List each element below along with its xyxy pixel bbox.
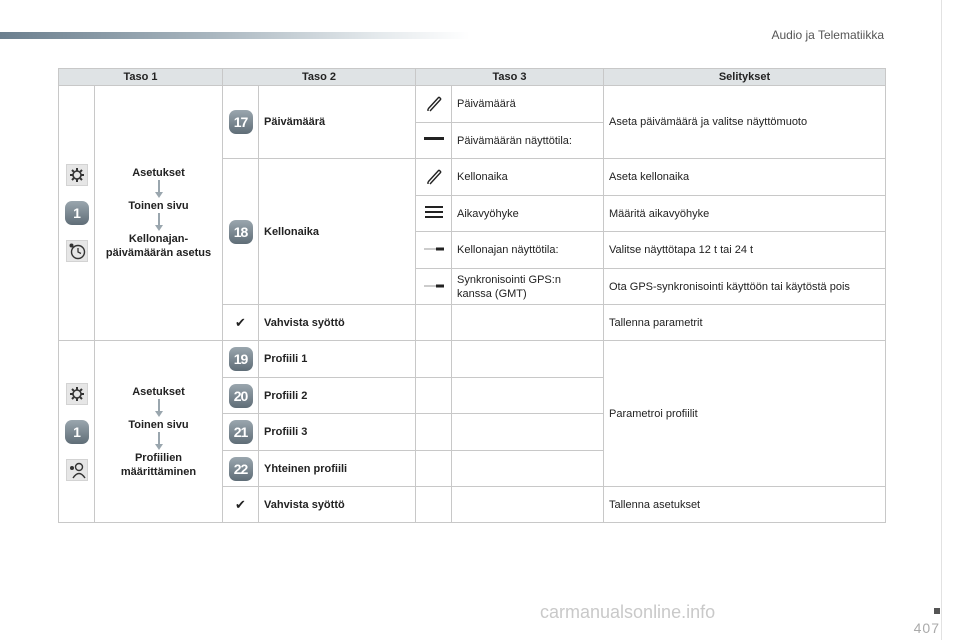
desc-confirm: Tallenna parametrit: [604, 305, 886, 341]
desc-gps-sync: Ota GPS-synkronisointi käyttöön tai käytöstä pois: [604, 269, 886, 305]
item-profile-3: Profiili 3: [259, 414, 416, 451]
item-badge-19: 19: [229, 347, 253, 371]
desc-time-display: Valitse näyttötapa 12 t tai 24 t: [604, 232, 886, 269]
desc-profiles: Parametroi profiilit: [604, 341, 886, 487]
toggle-line-icon: [416, 269, 452, 305]
desc-date: Aseta päivämäärä ja valitse näyttömuoto: [604, 86, 886, 159]
step-badge-1: 1: [65, 420, 89, 444]
item-number-cell: [223, 451, 259, 487]
margin-rule: [941, 0, 942, 640]
empty-cell: [416, 341, 452, 378]
path-step-second-page: Toinen sivu: [128, 200, 189, 212]
empty-cell: [416, 487, 452, 523]
path-step-settings: Asetukset: [132, 167, 185, 179]
item-badge-20: 20: [229, 384, 253, 408]
item-badge-21: 21: [229, 420, 253, 444]
item-profile-1: Profiili 1: [259, 341, 416, 378]
list-icon: [416, 196, 452, 232]
empty-cell: [452, 414, 604, 451]
item-badge-17: 17: [229, 110, 253, 134]
empty-cell: [452, 341, 604, 378]
level3-gps-sync: Synkronisointi GPS:n kanssa (GMT): [452, 269, 604, 305]
item-profile-2: Profiili 2: [259, 378, 416, 414]
desc-time: Aseta kellonaika: [604, 159, 886, 196]
arrow-down-icon: [154, 180, 164, 199]
header-decoration-bar: [0, 32, 470, 39]
table-row: [59, 341, 886, 378]
desc-save-settings: Tallenna asetukset: [604, 487, 886, 523]
header-explanations: Selitykset: [604, 69, 886, 86]
level1-path: [95, 86, 223, 341]
arrow-down-icon: [154, 399, 164, 418]
empty-cell: [416, 378, 452, 414]
watermark: carmanualsonline.info: [540, 602, 716, 622]
clock-settings-icon: [66, 240, 88, 262]
empty-cell: [452, 305, 604, 341]
item-confirm: Vahvista syöttö: [259, 487, 416, 523]
path-step-settings: Asetukset: [132, 385, 185, 398]
settings-gear-icon: [66, 383, 88, 405]
pencil-icon: [416, 86, 452, 123]
path-step-second-page: Toinen sivu: [128, 418, 189, 431]
page-number: 407: [913, 620, 940, 636]
level3-timezone: Aikavyöhyke: [452, 196, 604, 232]
item-confirm: Vahvista syöttö: [259, 305, 416, 341]
level3-time: Kellonaika: [452, 159, 604, 196]
item-number-cell: [223, 414, 259, 451]
confirm-check-icon: ✔: [223, 305, 259, 341]
table-row: [59, 86, 886, 123]
item-time: Kellonaika: [259, 159, 416, 305]
level1-path: [95, 341, 223, 523]
item-common-profile: Yhteinen profiili: [259, 451, 416, 487]
settings-gear-icon: [66, 164, 88, 186]
display-mode-icon: [416, 123, 452, 159]
level1-icons: [59, 341, 95, 523]
level3-date: Päivämäärä: [452, 86, 604, 123]
empty-cell: [452, 451, 604, 487]
header-level-1: Taso 1: [59, 69, 223, 86]
item-badge-22: 22: [229, 457, 253, 481]
item-number-cell: [223, 341, 259, 378]
page-marker: [934, 608, 940, 614]
header-level-3: Taso 3: [416, 69, 604, 86]
item-number-cell: [223, 86, 259, 159]
empty-cell: [416, 451, 452, 487]
item-date: Päivämäärä: [259, 86, 416, 159]
item-badge-18: 18: [229, 220, 253, 244]
level3-date-display: Päivämäärän näyttötila:: [452, 123, 604, 159]
toggle-line-icon: [416, 232, 452, 269]
empty-cell: [452, 487, 604, 523]
path-step-profiles: Profiilien määrittäminen: [120, 451, 197, 478]
desc-timezone: Määritä aikavyöhyke: [604, 196, 886, 232]
empty-cell: [416, 305, 452, 341]
arrow-down-icon: [154, 213, 164, 232]
table-header-row: [59, 69, 886, 86]
settings-table: [58, 68, 886, 523]
profile-settings-icon: [66, 459, 88, 481]
pencil-icon: [416, 159, 452, 196]
empty-cell: [452, 378, 604, 414]
level3-time-display: Kellonajan näyttötila:: [452, 232, 604, 269]
path-step-datetime: Kellonajan-päivämäärän asetus: [105, 233, 212, 259]
step-badge-1: 1: [65, 201, 89, 225]
arrow-down-icon: [154, 432, 164, 451]
page-header-title: Audio ja Telematiikka: [771, 28, 884, 42]
empty-cell: [416, 414, 452, 451]
level1-icons: [59, 86, 95, 341]
confirm-check-icon: ✔: [223, 487, 259, 523]
item-number-cell: [223, 159, 259, 305]
header-level-2: Taso 2: [223, 69, 416, 86]
item-number-cell: [223, 378, 259, 414]
